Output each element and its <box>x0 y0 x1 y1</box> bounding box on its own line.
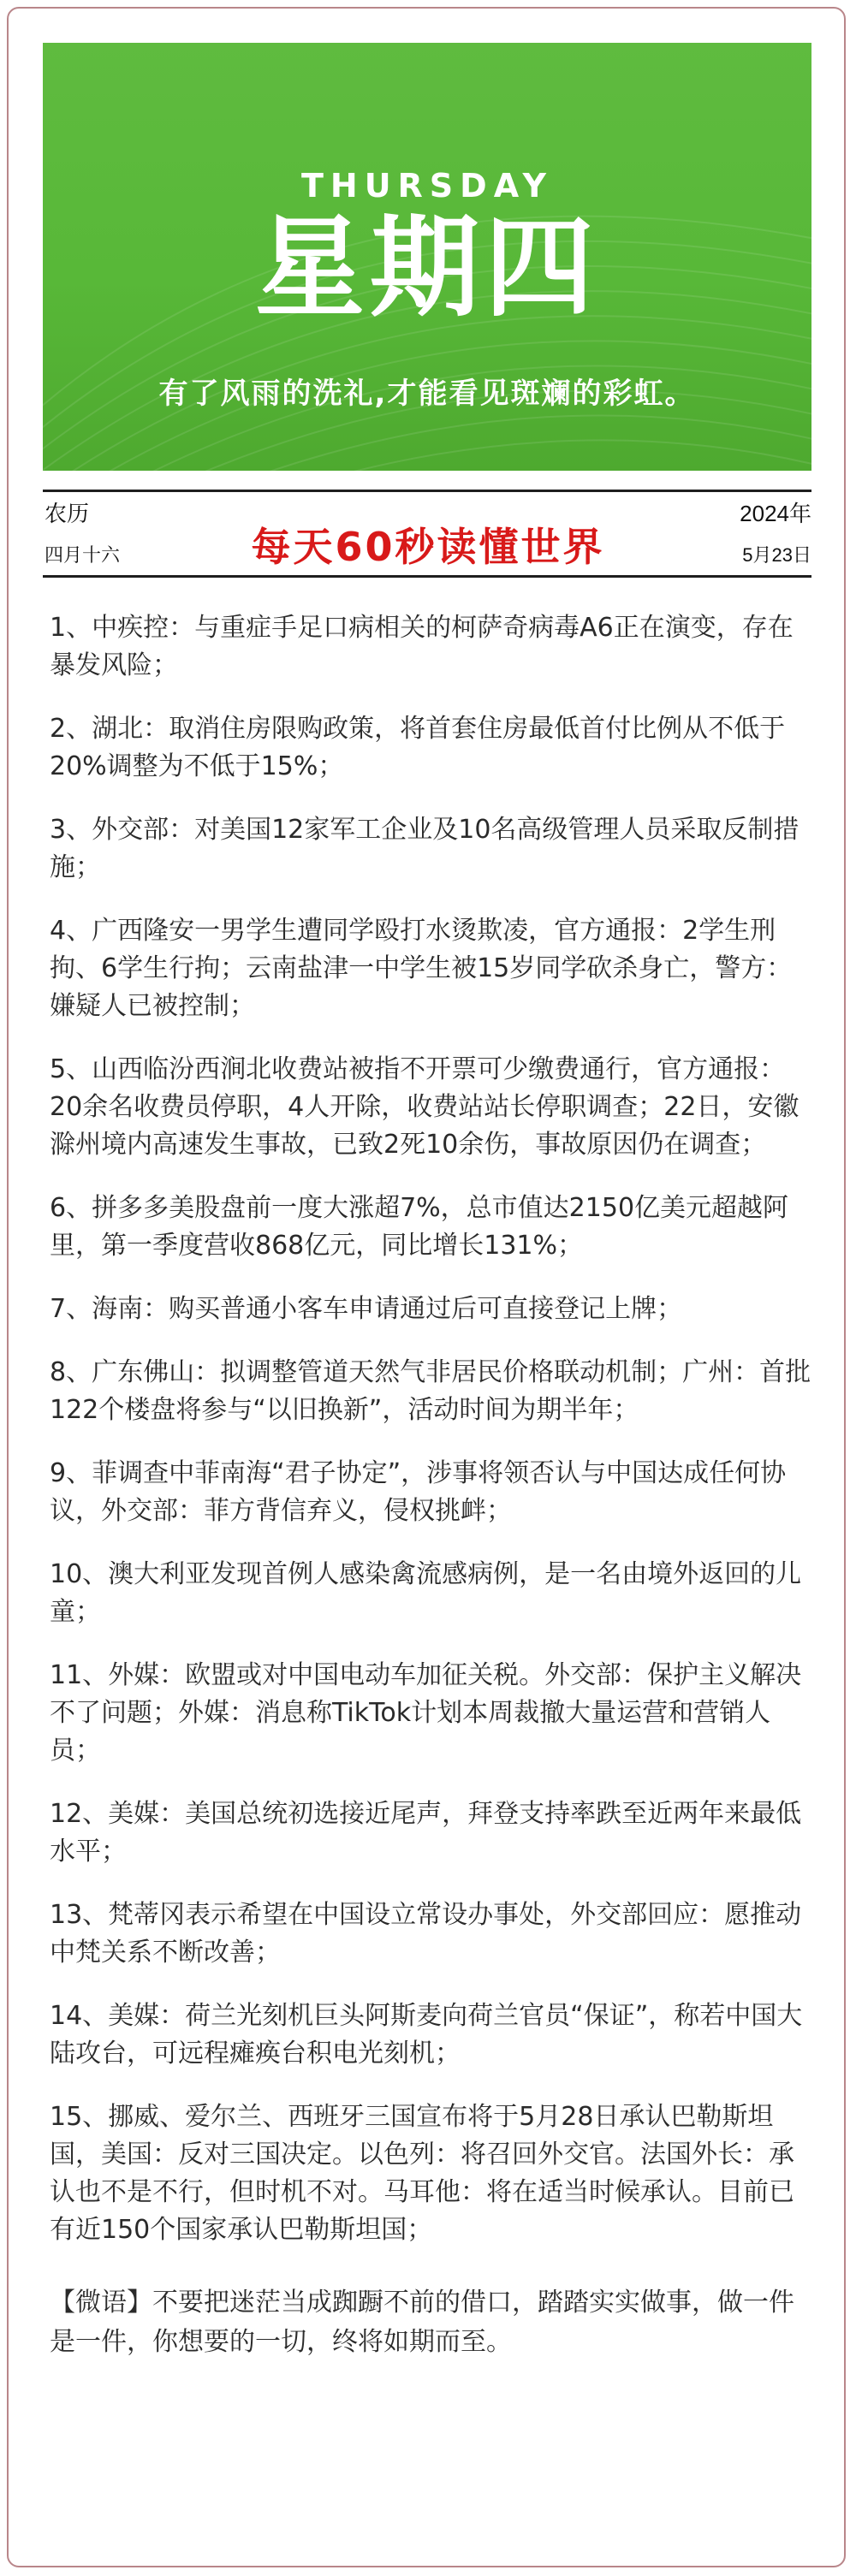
daily-quote: 【微语】不要把迷茫当成踟蹰不前的借口，踏踏实实做事，做一件是一件，你想要的一切，终将如期而至。 <box>50 2288 794 2357</box>
news-item: 14、美媒：荷兰光刻机巨头阿斯麦向荷兰官员“保证”，称若中国大陆攻台，可远程瘫痪台积电光刻机； <box>50 2001 803 2069</box>
news-item: 6、拼多多美股盘前一度大涨超7%，总市值达2150亿美元超越阿里，第一季度营收868亿元，同比增长131%； <box>50 1193 789 1261</box>
news-item: 3、外交部：对美国12家军工企业及10名高级管理人员采取反制措施； <box>50 815 800 882</box>
year: 2024年 <box>740 501 811 526</box>
weekday-title: 星期四 <box>254 204 599 332</box>
news-item: 4、广西隆安一男学生遭同学殴打水烫欺凌，官方通报：2学生刑拘、6学生行拘；云南盐津一中学生被15岁同学砍杀身亡，警方：嫌疑人已被控制； <box>50 916 793 1021</box>
news-item: 13、梵蒂冈表示希望在中国设立常设办事处，外交部回应：愿推动中梵关系不断改善； <box>50 1900 802 1968</box>
banner-slogan: 有了风雨的洗礼,才能看见斑斓的彩虹。 <box>158 377 696 411</box>
news-item: 7、海南：购买普通小客车申请通过后可直接登记上牌； <box>50 1294 683 1324</box>
news-item: 12、美媒：美国总统初选接近尾声，拜登支持率跌至近两年来最低水平； <box>50 1799 802 1867</box>
news-item: 9、菲调查中菲南海“君子协定”，涉事将领否认与中国达成任何协议，外交部：菲方背信弃义，侵权挑衅； <box>50 1458 787 1526</box>
news-item: 5、山西临汾西涧北收费站被指不开票可少缴费通行，官方通报：20余名收费员停职，4人开除，收费站站长停职调查；22日，安徽滁州境内高速发生事故，已致2死10余伤，事故原因仍在调查； <box>50 1054 800 1160</box>
weekday-english: THURSDAY <box>300 167 554 205</box>
news-item: 10、澳大利亚发现首例人感染禽流感病例，是一名由境外返回的儿童； <box>50 1559 802 1627</box>
news-item: 15、挪威、爱尔兰、西班牙三国宣布将于5月28日承认巴勒斯坦国，美国：反对三国决定。以色列：将召回外交官。法国外长：承认也不是不行，但时机不对。马耳他：将在适当时候承认。目前已有近150个国家承认巴勒斯坦国； <box>50 2102 794 2245</box>
date: 5月23日 <box>742 544 811 566</box>
bottom-divider <box>43 575 811 578</box>
lunar-label: 农历 <box>45 501 90 526</box>
news-item: 2、湖北：取消住房限购政策，将首套住房最低首付比例从不低于20%调整为不低于15%； <box>50 714 786 781</box>
lunar-date: 四月十六 <box>45 544 121 566</box>
weekday-banner <box>43 43 811 471</box>
news-item: 8、广东佛山：拟调整管道天然气非居民价格联动机制；广州：首批122个楼盘将参与“以旧换新”，活动时间为期半年； <box>50 1357 811 1425</box>
top-divider <box>43 490 811 492</box>
headline: 每天60秒读懂世界 <box>251 524 605 570</box>
news-list <box>50 609 811 2362</box>
news-item: 1、中疾控：与重症手足口病相关的柯萨奇病毒A6正在演变，存在暴发风险； <box>50 613 794 680</box>
news-item: 11、外媒：欧盟或对中国电动车加征关税。外交部：保护主义解决不了问题；外媒：消息称TikTok计划本周裁撤大量运营和营销人员； <box>50 1660 802 1766</box>
